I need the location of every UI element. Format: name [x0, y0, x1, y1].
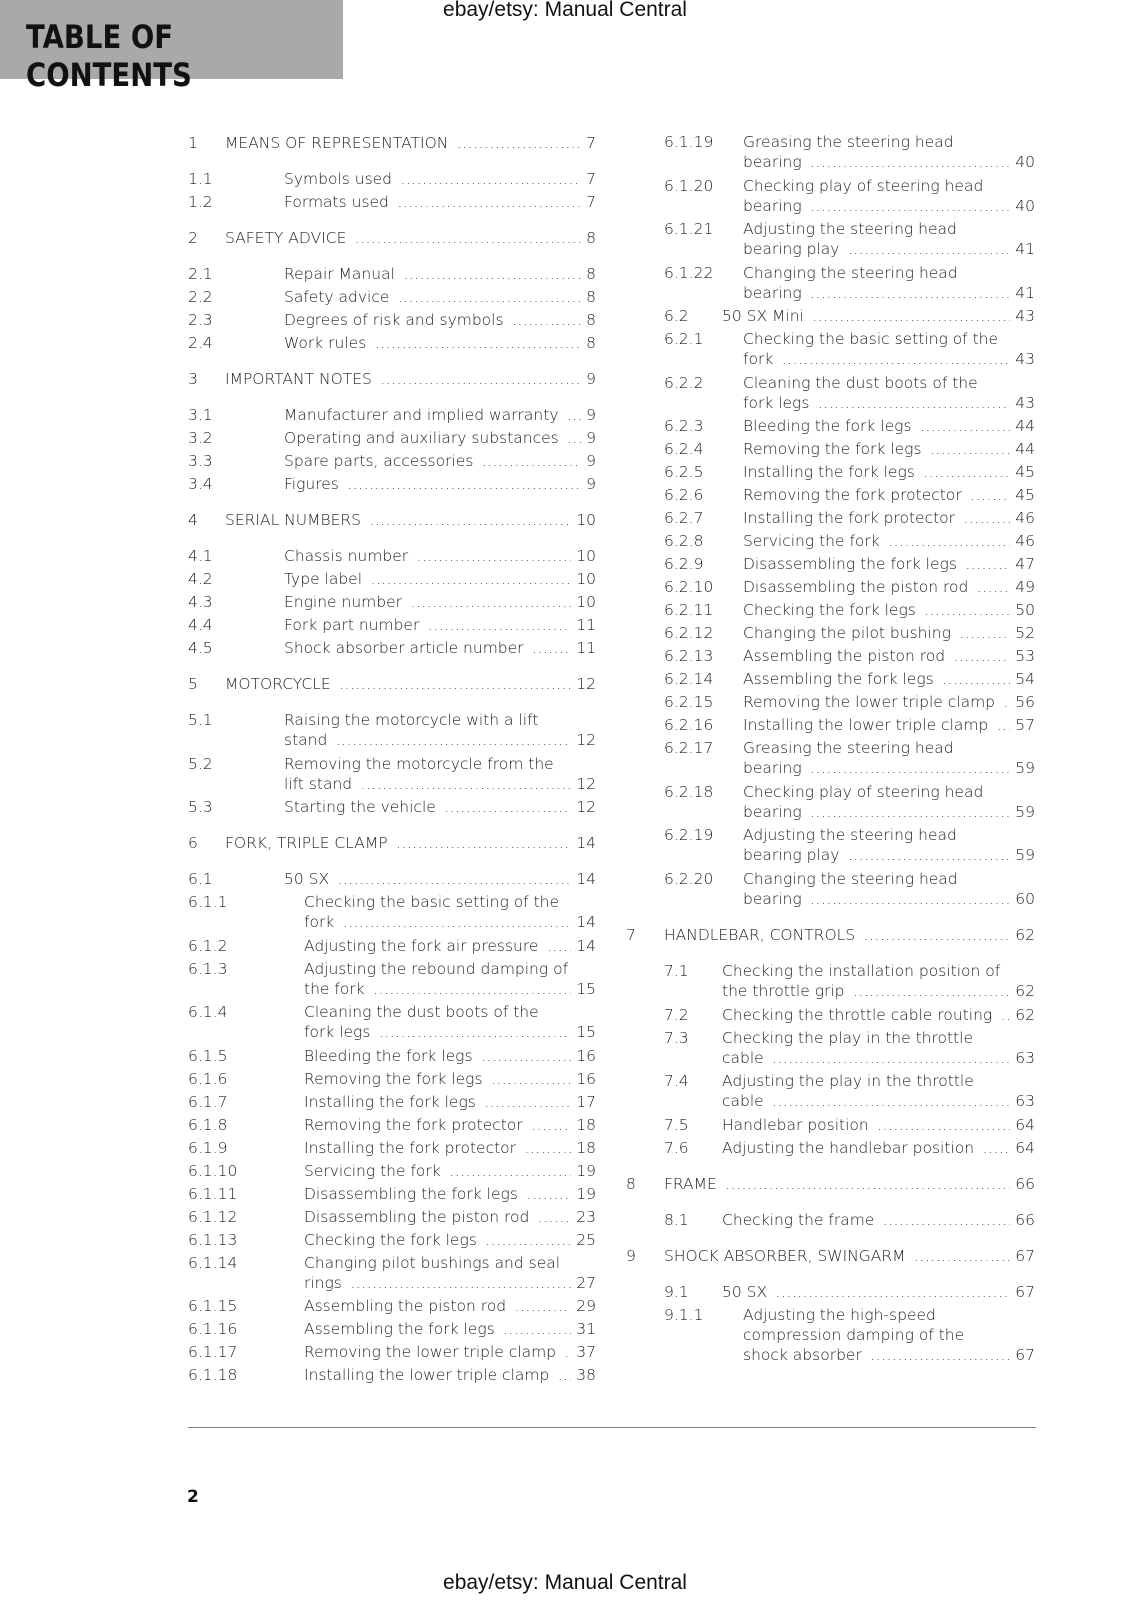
- toc-entry-page: 40: [1010, 152, 1035, 172]
- toc-entry-number: 6.1.1: [188, 893, 228, 911]
- toc-entry-title: MOTORCYCLE: [225, 675, 334, 693]
- toc-entry-page: 59: [1010, 845, 1035, 865]
- toc-entry-number: 6.2.6: [664, 486, 704, 504]
- toc-entry-page: 41: [1010, 283, 1035, 303]
- footer-rule: [188, 1427, 1036, 1428]
- toc-entry-title: Disassembling the fork legs: [743, 555, 960, 573]
- toc-entry-page: 19: [571, 1184, 596, 1204]
- toc-entry-number: 8: [626, 1174, 636, 1193]
- toc-entry-title: Changing pilot bushings and seal: [304, 1254, 563, 1272]
- toc-entry-number: 6: [188, 834, 198, 852]
- toc-entry-title: fork: [304, 913, 337, 931]
- toc-entry-page: 63: [1010, 1091, 1035, 1111]
- toc-entry-number: 5: [188, 675, 198, 693]
- toc-entry-title: Operating and auxiliary substances: [284, 429, 562, 447]
- toc-entry-number: 6.2.1: [664, 330, 704, 348]
- toc-entry-number: 4.3: [188, 593, 213, 611]
- toc-entry-number: 6.1.22: [664, 263, 714, 282]
- toc-entry-title: shock absorber: [743, 1346, 865, 1364]
- toc-entry-number: 4.1: [188, 547, 213, 565]
- toc-entry-title: bearing: [743, 153, 805, 171]
- toc-entry-number: 6.2: [664, 307, 689, 325]
- toc-entry-page: 52: [1010, 623, 1035, 643]
- toc-entry-page: 18: [571, 1115, 596, 1135]
- toc-entry-number: 3: [188, 370, 198, 388]
- toc-entry-title: Engine number: [284, 593, 405, 611]
- toc-entry-page: 49: [1010, 577, 1035, 597]
- toc-entry-page: 46: [1010, 508, 1035, 528]
- toc-entry-number: 6.2.12: [664, 624, 714, 642]
- toc-entry-number: 6.2.3: [664, 417, 704, 435]
- toc-entry-title: Greasing the steering head: [743, 133, 957, 151]
- toc-entry-number: 6.2.8: [664, 532, 704, 550]
- toc-entry-number: 6.1.4: [188, 1003, 228, 1021]
- toc-entry-number: 6.2.5: [664, 463, 704, 481]
- toc-entry-number: 7.4: [664, 1072, 689, 1090]
- toc-entry-title: Installing the lower triple clamp: [743, 716, 991, 734]
- toc-entry-number: 6.2.14: [664, 670, 714, 688]
- toc-entry-page: 41: [1010, 239, 1035, 259]
- toc-entry-title: Installing the lower triple clamp: [304, 1366, 552, 1384]
- toc-entry-title: lift stand: [284, 775, 355, 793]
- toc-entry-page: 31: [571, 1319, 596, 1339]
- toc-entry-number: 6.1.11: [188, 1184, 238, 1203]
- toc-entry-title: SAFETY ADVICE: [225, 229, 349, 247]
- toc-entry-page: 44: [1010, 416, 1035, 436]
- toc-entry-number: 3.1: [188, 406, 213, 424]
- toc-entry-page: 43: [1010, 349, 1035, 369]
- toc-entry-number: 9.1.1: [664, 1305, 704, 1324]
- toc-entry-page: 16: [571, 1069, 596, 1089]
- toc-entry-page: 46: [1010, 531, 1035, 551]
- toc-entry-title: Removing the lower triple clamp: [743, 693, 998, 711]
- toc-entry-title: Bleeding the fork legs: [304, 1047, 476, 1065]
- toc-entry-title: Adjusting the fork air pressure: [304, 937, 541, 955]
- toc-entry-page: 18: [571, 1138, 596, 1158]
- toc-entry-number: 6.2.17: [664, 739, 714, 757]
- toc-entry-number: 6.2.16: [664, 716, 714, 734]
- toc-entry-title: cable: [722, 1092, 767, 1110]
- toc-entry-page: 53: [1010, 646, 1035, 666]
- toc-entry-number: 2.3: [188, 311, 213, 329]
- toc-entry-page: 62: [1010, 925, 1035, 945]
- toc-entry-number: 7.3: [664, 1028, 689, 1047]
- toc-entry-title: bearing play: [743, 240, 842, 258]
- toc-entry-page: 12: [571, 674, 596, 694]
- toc-entry-title: Chassis number: [284, 547, 411, 565]
- toc-entry-number: 6.2.13: [664, 647, 714, 665]
- toc-entry-title: Checking the fork legs: [743, 601, 919, 619]
- toc-entry-title: SHOCK ABSORBER, SWINGARM: [664, 1247, 909, 1265]
- toc-entry-title: Adjusting the handlebar position: [722, 1139, 977, 1157]
- toc-entry-number: 7.2: [664, 1005, 689, 1024]
- toc-entry-number: 5.3: [188, 798, 213, 816]
- toc-entry-number: 2.4: [188, 334, 213, 352]
- toc-entry-title: bearing: [743, 890, 805, 908]
- toc-entry-number: 6.1.18: [188, 1366, 238, 1384]
- toc-entry-title: fork legs: [304, 1023, 373, 1041]
- toc-entry-page: 17: [571, 1092, 596, 1112]
- toc-entry-page: 12: [571, 774, 596, 794]
- toc-entry-page: 38: [571, 1365, 596, 1385]
- toc-entry-page: 43: [1010, 393, 1035, 413]
- toc-entry-number: 6.2.18: [664, 782, 714, 801]
- toc-entry-title: Cleaning the dust boots of the: [304, 1003, 542, 1021]
- toc-entry-page: 45: [1010, 485, 1035, 505]
- toc-entry-title: Degrees of risk and symbols: [284, 311, 507, 329]
- toc-entry-title: Repair Manual: [284, 265, 398, 283]
- toc-entry-title: Symbols used: [284, 170, 395, 188]
- toc-entry-number: 6.1.12: [188, 1207, 238, 1226]
- toc-entry-title: Installing the fork legs: [743, 463, 918, 481]
- toc-entry-title: Checking the play in the throttle: [722, 1029, 976, 1047]
- toc-entry-page: 9: [581, 451, 596, 471]
- toc-entry-page: 67: [1010, 1282, 1035, 1302]
- toc-entry-page: 8: [581, 228, 596, 248]
- toc-entry-title: Assembling the fork legs: [743, 670, 937, 688]
- toc-entry-page: 67: [1010, 1246, 1035, 1266]
- toc-entry-number: 8.1: [664, 1210, 689, 1229]
- toc-entry-title: Removing the motorcycle from the: [284, 755, 557, 773]
- toc-entry-page: 62: [1010, 981, 1035, 1001]
- toc-entry-number: 6.2.15: [664, 693, 714, 711]
- toc-entry-title: Changing the steering head: [743, 264, 961, 282]
- toc-entry-title: Cleaning the dust boots of the: [743, 374, 981, 392]
- toc-entry-page: 66: [1010, 1174, 1035, 1194]
- toc-entry-number: 1.2: [188, 193, 213, 211]
- toc-entry-title: 50 SX: [722, 1283, 770, 1301]
- toc-entry-page: 67: [1010, 1345, 1035, 1365]
- toc-entry-title: cable: [722, 1049, 767, 1067]
- toc-entry-page: 9: [581, 405, 596, 425]
- toc-entry-page: 16: [571, 1046, 596, 1066]
- toc-entry-number: 1.1: [188, 170, 213, 188]
- toc-entry-title: Adjusting the rebound damping of: [304, 960, 571, 978]
- toc-entry-title: 50 SX: [284, 870, 332, 888]
- toc-entry-title: Checking the basic setting of the: [304, 893, 562, 911]
- toc-entry-page: 9: [581, 474, 596, 494]
- toc-entry-title: bearing: [743, 759, 805, 777]
- toc-entry-page: 57: [1010, 715, 1035, 735]
- toc-entry-title: Disassembling the fork legs: [304, 1185, 521, 1203]
- toc-entry-page: 14: [571, 936, 596, 956]
- toc-entry-number: 6.1.3: [188, 959, 228, 978]
- toc-entry-number: 2: [188, 229, 198, 247]
- toc-entry-number: 4: [188, 511, 198, 529]
- toc-entry-page: 9: [581, 428, 596, 448]
- toc-entry-title: fork: [743, 350, 776, 368]
- toc-entry-title: Figures: [284, 475, 342, 493]
- toc-entry-title: Fork part number: [284, 616, 422, 634]
- toc-entry-page: 59: [1010, 802, 1035, 822]
- toc-entry-title: FRAME: [664, 1175, 720, 1193]
- toc-entry-number: 6.2.9: [664, 555, 704, 573]
- toc-entry-title: Work rules: [284, 334, 369, 352]
- toc-entry-number: 6.1.2: [188, 936, 228, 955]
- toc-entry-number: 6.1.21: [664, 220, 714, 238]
- toc-entry-page: 11: [571, 638, 596, 658]
- toc-entry-number: 6.2.7: [664, 509, 704, 527]
- toc-entry-title: HANDLEBAR, CONTROLS: [664, 926, 858, 944]
- toc-entry-number: 6.1.19: [664, 133, 714, 151]
- toc-entry-title: the fork: [304, 980, 368, 998]
- toc-entry-number: 4.4: [188, 616, 213, 634]
- toc-entry-page: 19: [571, 1161, 596, 1181]
- toc-entry-title: Changing the pilot bushing: [743, 624, 954, 642]
- toc-entry-page: 64: [1010, 1138, 1035, 1158]
- toc-entry-page: 59: [1010, 758, 1035, 778]
- toc-entry-title: the throttle grip: [722, 982, 848, 1000]
- toc-entry-number: 1: [188, 134, 198, 152]
- toc-entry-title: IMPORTANT NOTES: [225, 370, 375, 388]
- toc-entry-title: Installing the fork protector: [743, 509, 958, 527]
- toc-entry-number: 6.2.10: [664, 578, 714, 596]
- toc-entry-page: 14: [571, 869, 596, 889]
- toc-entry-title: Safety advice: [284, 288, 392, 306]
- toc-entry-page: 40: [1010, 196, 1035, 216]
- toc-entry-page: 14: [571, 833, 596, 853]
- toc-entry-title: Removing the fork protector: [743, 486, 965, 504]
- toc-entry-page: 27: [571, 1273, 596, 1293]
- toc-entry-title: Adjusting the steering head: [743, 220, 960, 238]
- toc-entry-page: 63: [1010, 1048, 1035, 1068]
- toc-entry-number: 3.3: [188, 452, 213, 470]
- toc-entry-title: Starting the vehicle: [284, 798, 439, 816]
- toc-entry-title: Formats used: [284, 193, 392, 211]
- toc-entry-page: 14: [571, 912, 596, 932]
- toc-entry-page: 7: [581, 192, 596, 212]
- toc-entry-title: 50 SX Mini: [722, 307, 807, 325]
- toc-entry-page: 62: [1010, 1005, 1035, 1025]
- toc-entry-title: Servicing the fork: [743, 532, 883, 550]
- toc-entry-title: Removing the fork legs: [304, 1070, 486, 1088]
- toc-entry-number: 6.1.6: [188, 1069, 228, 1088]
- toc-entry-title: Changing the steering head: [743, 870, 961, 888]
- toc-entry-number: 7.6: [664, 1138, 689, 1157]
- toc-entry-title: Bleeding the fork legs: [743, 417, 915, 435]
- toc-entry-number: 4.5: [188, 639, 213, 657]
- toc-entry-page: 9: [581, 369, 596, 389]
- toc-entry-page: 12: [571, 797, 596, 817]
- toc-entry-number: 7.1: [664, 962, 689, 980]
- toc-entry-title: Installing the fork protector: [304, 1139, 519, 1157]
- toc-entry-title: stand: [284, 731, 330, 749]
- toc-entry-page: 10: [571, 592, 596, 612]
- toc-entry-page: 37: [571, 1342, 596, 1362]
- toc-entry-page: 45: [1010, 462, 1035, 482]
- toc-entry-title: bearing: [743, 803, 805, 821]
- toc-entry-page: 25: [571, 1230, 596, 1250]
- toc-entry-number: 5.1: [188, 711, 213, 729]
- toc-entry-number: 6.2.4: [664, 440, 704, 458]
- toc-entry-page: 23: [571, 1207, 596, 1227]
- toc-entry-number: 3.2: [188, 429, 213, 447]
- toc-entry-page: 7: [581, 169, 596, 189]
- toc-entry-page: 15: [571, 1022, 596, 1042]
- toc-entry-page: 64: [1010, 1115, 1035, 1135]
- toc-entry-page: 12: [571, 730, 596, 750]
- toc-entry-page: 11: [571, 615, 596, 635]
- toc-entry-number: 2.2: [188, 288, 213, 306]
- toc-entry-title: Type label: [284, 570, 365, 588]
- toc-entry-title: Assembling the fork legs: [304, 1320, 498, 1338]
- toc-entry-number: 6.1: [188, 870, 213, 888]
- toc-entry-title: Raising the motorcycle with a lift: [284, 711, 541, 729]
- toc-entry-page: 10: [571, 546, 596, 566]
- toc-entry-title: Adjusting the play in the throttle: [722, 1072, 977, 1090]
- toc-entry-title: Handlebar position: [722, 1116, 872, 1134]
- toc-entry-number: 6.1.9: [188, 1138, 228, 1157]
- toc-entry-number: 6.2.20: [664, 869, 714, 888]
- toc-entry-title: Adjusting the high-speed: [743, 1306, 939, 1324]
- toc-entry-title: MEANS OF REPRESENTATION: [225, 134, 451, 152]
- toc-entry-title: Checking play of steering head: [743, 177, 986, 195]
- page-number: 2: [187, 1487, 199, 1507]
- toc-entry-title: compression damping of the: [743, 1326, 967, 1344]
- toc-entry-title: Checking the frame: [722, 1211, 877, 1229]
- toc-entry-page: 43: [1010, 306, 1035, 326]
- toc-entry-title: Greasing the steering head: [743, 739, 957, 757]
- toc-entry-title: Checking play of steering head: [743, 783, 986, 801]
- toc-entry-page: 47: [1010, 554, 1035, 574]
- toc-entry-page: 8: [581, 287, 596, 307]
- toc-entry-page: 7: [581, 133, 596, 153]
- page-title: TABLE OF CONTENTS: [26, 18, 192, 94]
- toc-entry-title: rings: [304, 1274, 345, 1292]
- toc-entry-page: 56: [1010, 692, 1035, 712]
- toc-entry-title: Servicing the fork: [304, 1162, 444, 1180]
- toc-entry-title: Removing the fork protector: [304, 1116, 526, 1134]
- toc-entry-title: Removing the fork legs: [743, 440, 925, 458]
- toc-entry-number: 6.1.10: [188, 1161, 238, 1180]
- toc-entry-title: Checking the basic setting of the: [743, 330, 1001, 348]
- toc-entry-title: Installing the fork legs: [304, 1093, 479, 1111]
- toc-entry-title: Checking the fork legs: [304, 1231, 480, 1249]
- toc-entry-number: 4.2: [188, 570, 213, 588]
- toc-entry-title: fork legs: [743, 394, 812, 412]
- toc-entry-number: 6.1.7: [188, 1092, 228, 1111]
- toc-entry-page: 8: [581, 333, 596, 353]
- toc-entry-number: 6.2.11: [664, 601, 714, 619]
- toc-entry-title: Checking the throttle cable routing: [722, 1006, 995, 1024]
- toc-entry-title: SERIAL NUMBERS: [225, 511, 364, 529]
- toc-entry-page: 44: [1010, 439, 1035, 459]
- toc-entry-number: 6.1.13: [188, 1230, 238, 1249]
- toc-entry-number: 6.1.8: [188, 1115, 228, 1134]
- toc-entry-page: 50: [1010, 600, 1035, 620]
- toc-entry-page: 66: [1010, 1210, 1035, 1230]
- toc-entry-number: 6.2.2: [664, 373, 704, 392]
- toc-entry-number: 6.1.5: [188, 1046, 228, 1065]
- toc-entry-title: Adjusting the steering head: [743, 826, 960, 844]
- toc-entry-number: 7.5: [664, 1115, 689, 1134]
- toc-entry-title: Shock absorber article number: [284, 639, 527, 657]
- toc-entry-page: 8: [581, 310, 596, 330]
- toc-entry-title: Assembling the piston rod: [304, 1297, 509, 1315]
- toc-entry-title: bearing: [743, 197, 805, 215]
- toc-entry-title: Assembling the piston rod: [743, 647, 948, 665]
- toc-entry-number: 6.1.16: [188, 1320, 238, 1338]
- toc-entry-number: 9.1: [664, 1282, 689, 1301]
- toc-entry-page: 15: [571, 979, 596, 999]
- toc-entry-number: 6.1.14: [188, 1253, 238, 1272]
- toc-entry-title: bearing: [743, 284, 805, 302]
- toc-entry-number: 6.1.17: [188, 1343, 238, 1361]
- toc-entry-page: 10: [571, 510, 596, 530]
- toc-entry-title: FORK, TRIPLE CLAMP: [225, 834, 391, 852]
- toc-entry-title: Disassembling the piston rod: [304, 1208, 532, 1226]
- toc-entry-number: 6.1.20: [664, 176, 714, 195]
- toc-entry-title: Spare parts, accessories: [284, 452, 476, 470]
- toc-entry-number: 7: [626, 926, 636, 944]
- toc-entry-number: 2.1: [188, 265, 213, 283]
- toc-entry-title: Removing the lower triple clamp: [304, 1343, 559, 1361]
- toc-entry-number: 9: [626, 1246, 636, 1265]
- toc-entry-number: 6.1.15: [188, 1297, 238, 1315]
- toc-entry-page: 8: [581, 264, 596, 284]
- toc-entry-number: 3.4: [188, 475, 213, 493]
- toc-entry-number: 5.2: [188, 754, 213, 773]
- toc-entry-page: 60: [1010, 889, 1035, 909]
- toc-entry-title: Disassembling the piston rod: [743, 578, 971, 596]
- watermark-bottom: ebay/etsy: Manual Central: [443, 1571, 687, 1594]
- toc-entry-page: 54: [1010, 669, 1035, 689]
- toc-entry-page: 10: [571, 569, 596, 589]
- watermark-top: ebay/etsy: Manual Central: [443, 0, 687, 21]
- toc-entry-title: Manufacturer and implied warranty: [284, 406, 562, 424]
- toc-entry-page: 29: [571, 1296, 596, 1316]
- toc-entry-title: Checking the installation position of: [722, 962, 1003, 980]
- toc-entry-number: 6.2.19: [664, 826, 714, 844]
- toc-entry-title: bearing play: [743, 846, 842, 864]
